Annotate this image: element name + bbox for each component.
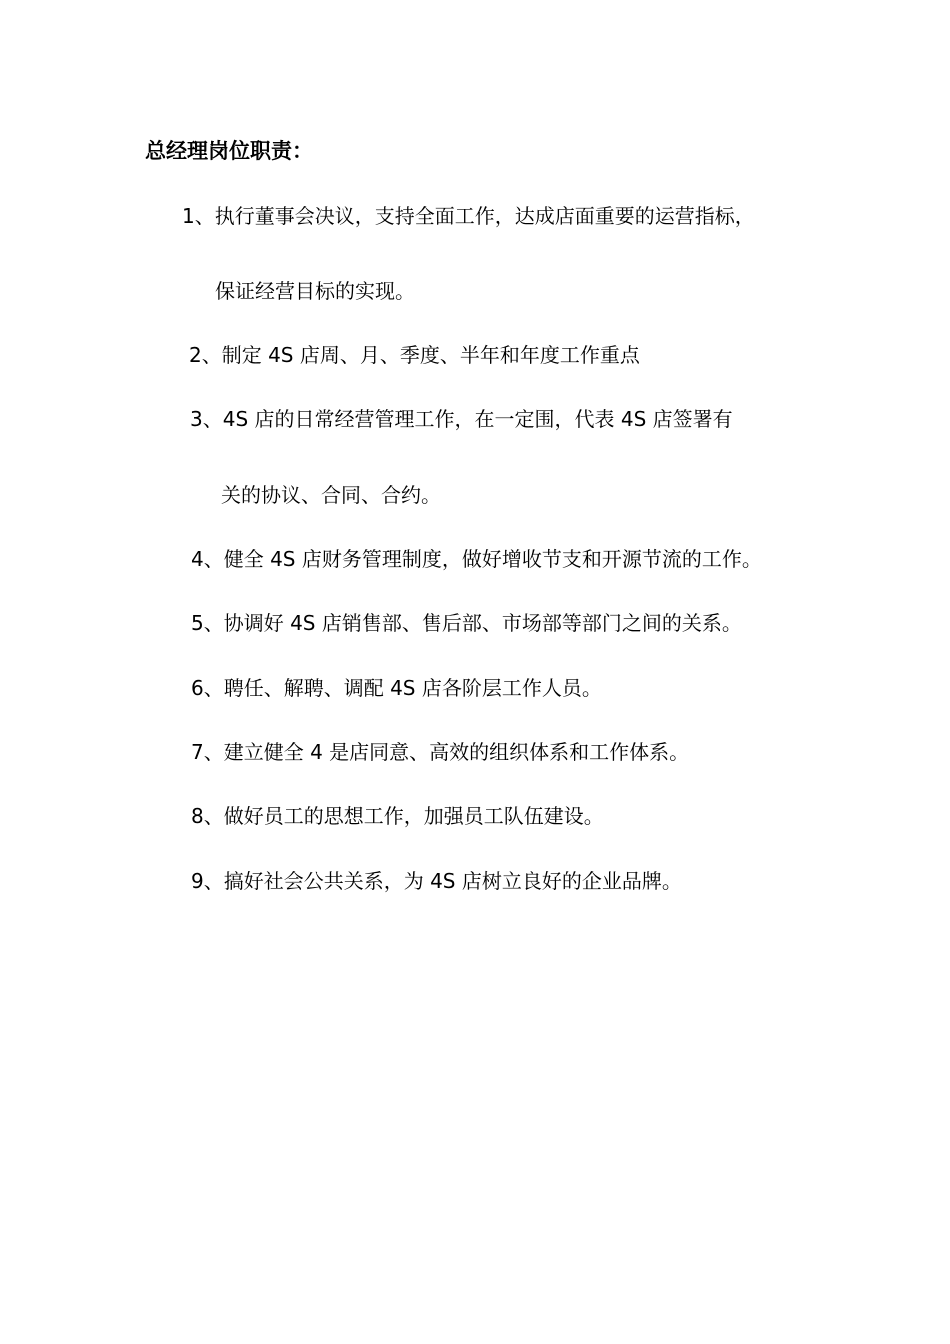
duty-item-2: 2、制定 4S 店周、月、季度、半年和年度工作重点: [189, 343, 640, 367]
duty-item-9: 9、搞好社会公共关系，为 4S 店树立良好的企业品牌。: [191, 869, 682, 893]
duty-item-5: 5、协调好 4S 店销售部、售后部、市场部等部门之间的关系。: [191, 611, 742, 635]
duty-item-4: 4、健全 4S 店财务管理制度，做好增收节支和开源节流的工作。: [191, 547, 762, 571]
duty-item-6: 6、聘任、解聘、调配 4S 店各阶层工作人员。: [191, 676, 602, 700]
duty-item-1: 1、执行董事会决议，支持全面工作，达成店面重要的运营指标，: [182, 204, 755, 228]
duty-item-3: 3、4S 店的日常经营管理工作，在一定围，代表 4S 店签署有: [190, 407, 733, 431]
duty-item-3-continued: 关的协议、合同、合约。: [221, 483, 441, 507]
duty-item-7: 7、建立健全 4 是店同意、高效的组织体系和工作体系。: [191, 740, 690, 764]
duty-item-8: 8、做好员工的思想工作，加强员工队伍建设。: [191, 804, 604, 828]
duty-item-1-continued: 保证经营目标的实现。: [215, 279, 415, 303]
page-title: 总经理岗位职责：: [145, 139, 313, 163]
